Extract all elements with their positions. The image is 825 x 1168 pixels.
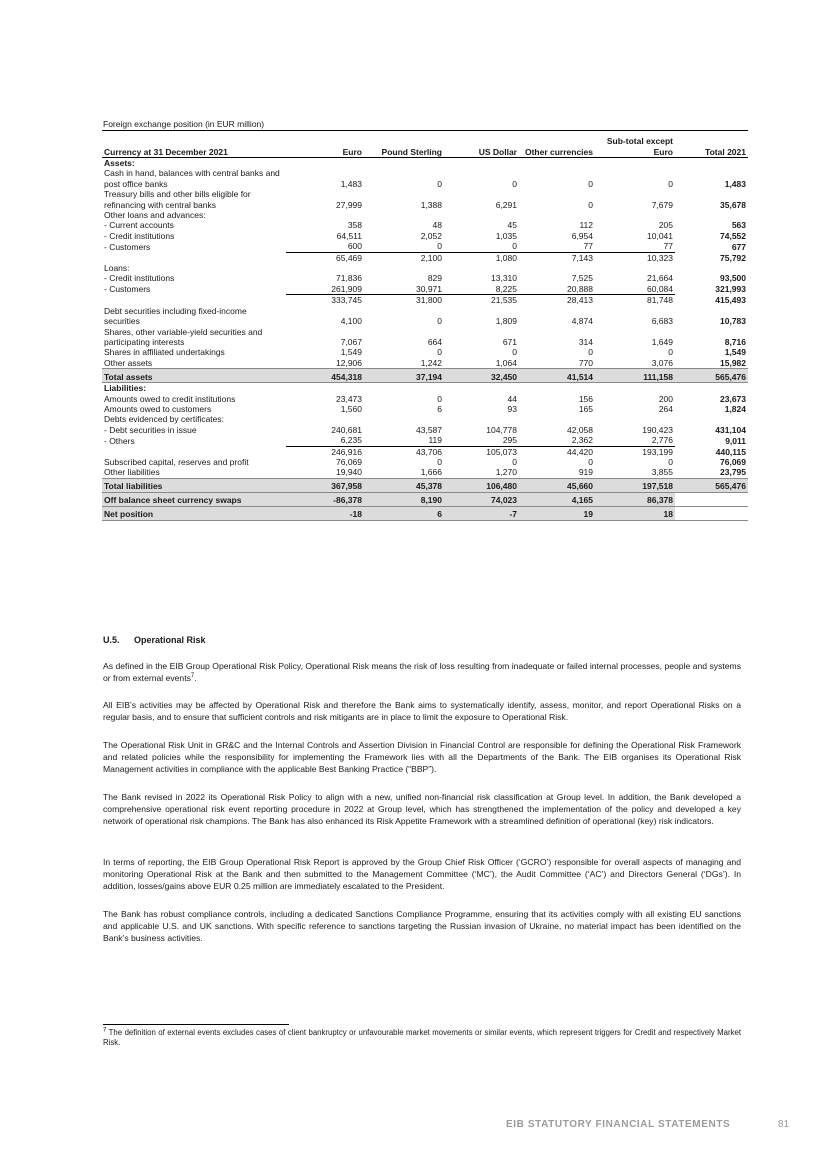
cell-value: 23,795 bbox=[720, 467, 746, 478]
cell-value: 1,388 bbox=[420, 199, 442, 210]
cell-value: 1,549 bbox=[340, 347, 362, 358]
cell-value bbox=[675, 506, 748, 520]
table-total-row bbox=[102, 478, 748, 492]
cell-value: 76,069 bbox=[336, 456, 362, 467]
cell-value: 0 bbox=[668, 347, 673, 358]
cell-value: 112 bbox=[579, 220, 593, 231]
cell-value: 431,104 bbox=[715, 424, 746, 435]
cell-value: 6,235 bbox=[286, 435, 364, 446]
cell-value: 81,748 bbox=[647, 295, 673, 306]
table-section-row bbox=[102, 383, 748, 394]
paragraph: The Bank has robust compliance controls, including a dedicated Sanctions Compliance Programme, ensuring that its activities comply with all existing EU sanctions and applicable U.S. and UK sanctions. With specific reference to sanctions targeting the Russian invasion of Ukraine, no material impact has been identified on the Bank’s business activities. bbox=[103, 909, 741, 944]
cell-value: 71,836 bbox=[336, 273, 362, 284]
row-label: Cash in hand, balances with central banks and post office banks bbox=[104, 168, 280, 189]
cell-value: 23,673 bbox=[720, 393, 746, 404]
cell-value: 563 bbox=[731, 220, 746, 231]
table-total-row bbox=[102, 506, 748, 520]
cell-value: 0 bbox=[668, 456, 673, 467]
row-label: Assets: bbox=[104, 158, 135, 168]
footnote-divider bbox=[103, 1024, 289, 1025]
table-row bbox=[102, 404, 748, 414]
cell-value: 677 bbox=[731, 241, 746, 252]
table-row bbox=[102, 425, 748, 435]
cell-value: 2,776 bbox=[595, 435, 675, 446]
cell-value: 1,483 bbox=[340, 178, 362, 189]
row-label: Off balance sheet currency swaps bbox=[102, 492, 286, 506]
row-label: Debt securities including fixed-income securities bbox=[104, 305, 247, 327]
column-header: Sub-total except Euro bbox=[595, 131, 675, 158]
cell-value: 35,678 bbox=[720, 199, 746, 210]
cell-value: 12,906 bbox=[336, 357, 362, 368]
cell-value bbox=[444, 414, 519, 424]
cell-value: 48 bbox=[432, 220, 442, 231]
row-label: Other assets bbox=[104, 357, 153, 368]
row-label: - Debt securities in issue bbox=[104, 424, 197, 435]
row-label bbox=[102, 252, 286, 263]
section-title: Operational Risk bbox=[134, 635, 206, 645]
table-body bbox=[102, 158, 748, 521]
table-section-row bbox=[102, 158, 748, 169]
cell-value: 4,165 bbox=[519, 492, 595, 506]
cell-value: 333,745 bbox=[331, 295, 362, 306]
cell-value: 104,778 bbox=[486, 424, 517, 435]
row-label: Shares in affiliated undertakings bbox=[104, 347, 225, 358]
table-row bbox=[102, 414, 748, 424]
table-row bbox=[102, 220, 748, 230]
table-row bbox=[102, 306, 748, 327]
cell-value: 205 bbox=[658, 220, 673, 231]
row-label: Other loans and advances: bbox=[104, 210, 206, 221]
cell-value: 8,225 bbox=[444, 284, 519, 295]
cell-value: 0 bbox=[588, 199, 593, 210]
cell-value: 32,450 bbox=[444, 369, 519, 383]
cell-value: 0 bbox=[437, 456, 442, 467]
paragraph-tail: . bbox=[194, 673, 197, 684]
cell-value: 45,660 bbox=[519, 478, 595, 492]
cell-value bbox=[595, 263, 675, 273]
cell-value: 190,423 bbox=[642, 424, 673, 435]
row-label: - Others bbox=[104, 435, 135, 446]
cell-value: 197,518 bbox=[595, 478, 675, 492]
cell-value: 65,469 bbox=[336, 252, 362, 263]
cell-value: 20,888 bbox=[519, 284, 595, 295]
cell-value: 41,514 bbox=[519, 369, 595, 383]
cell-value bbox=[286, 263, 364, 273]
table-row bbox=[102, 231, 748, 241]
cell-value: 1,809 bbox=[495, 316, 517, 327]
paragraph: The Operational Risk Unit in GR&C and the Internal Controls and Assertion Division in Financial Control are responsible for defining the Operational Risk Framework and related policies while the responsibility for implementing the Framework lies with all the Departments of the Bank. The EIB organises its Operational Risk Management activities in compliance with the applicable Best Banking Practice (“BBP”). bbox=[103, 740, 741, 775]
cell-value: 21,535 bbox=[491, 295, 517, 306]
cell-value: 454,318 bbox=[286, 369, 364, 383]
cell-value: 13,310 bbox=[491, 273, 517, 284]
cell-value: 0 bbox=[588, 178, 593, 189]
cell-value: 19,940 bbox=[336, 467, 362, 478]
page-number: 81 bbox=[778, 1119, 790, 1130]
cell-value: 0 bbox=[588, 347, 593, 358]
cell-value: 156 bbox=[578, 393, 593, 404]
cell-value: 37,194 bbox=[364, 369, 444, 383]
cell-value: 321,993 bbox=[715, 284, 746, 295]
cell-value: 18 bbox=[595, 506, 675, 520]
table-row bbox=[102, 394, 748, 404]
cell-value bbox=[444, 383, 519, 394]
cell-value bbox=[286, 158, 364, 169]
cell-value bbox=[286, 210, 364, 220]
cell-value: 0 bbox=[512, 456, 517, 467]
cell-value bbox=[364, 383, 444, 394]
table-row bbox=[102, 263, 748, 273]
cell-value: 106,480 bbox=[444, 478, 519, 492]
table-row bbox=[102, 210, 748, 220]
cell-value: 75,792 bbox=[720, 252, 746, 263]
cell-value: 1,080 bbox=[495, 252, 517, 263]
footnote bbox=[103, 1028, 741, 1048]
cell-value: 77 bbox=[519, 241, 595, 252]
cell-value: -86,378 bbox=[286, 492, 364, 506]
cell-value: 45,378 bbox=[364, 478, 444, 492]
cell-value: 565,476 bbox=[675, 478, 748, 492]
column-header: Euro bbox=[286, 131, 364, 158]
cell-value: 7,525 bbox=[571, 273, 593, 284]
table-caption: Foreign exchange position (in EUR million) bbox=[103, 119, 289, 131]
cell-value: 64,511 bbox=[336, 230, 362, 241]
cell-value: 1,824 bbox=[724, 403, 746, 414]
cell-value: 0 bbox=[437, 178, 442, 189]
cell-value: 9,011 bbox=[725, 435, 746, 446]
row-label: Total liabilities bbox=[102, 478, 286, 492]
row-label bbox=[102, 446, 286, 457]
cell-value: 2,100 bbox=[420, 252, 442, 263]
cell-value: 600 bbox=[286, 241, 364, 252]
table-row bbox=[102, 168, 748, 189]
cell-value bbox=[444, 158, 519, 169]
cell-value: 0 bbox=[364, 241, 444, 252]
cell-value: 30,971 bbox=[364, 284, 444, 295]
cell-value: 19 bbox=[519, 506, 595, 520]
cell-value: 74,552 bbox=[720, 230, 746, 241]
cell-value: 3,076 bbox=[651, 357, 673, 368]
column-header: Currency at 31 December 2021 bbox=[102, 131, 286, 158]
cell-value: 119 bbox=[364, 435, 444, 446]
footnote-ref: 7 bbox=[190, 673, 195, 680]
cell-value: 2,052 bbox=[420, 230, 442, 241]
table-row bbox=[102, 435, 748, 446]
section-number: U.5. bbox=[103, 635, 120, 645]
row-label: Net position bbox=[102, 506, 286, 520]
cell-value bbox=[519, 158, 595, 169]
cell-value: 770 bbox=[578, 357, 593, 368]
row-label: Subscribed capital, reserves and profit bbox=[104, 456, 249, 467]
row-label: - Credit institutions bbox=[104, 230, 175, 241]
cell-value: 0 bbox=[437, 316, 442, 327]
paragraph: The Bank revised in 2022 its Operational Risk Policy to align with a new, unified non-financial risk classification at Group level. In addition, the Bank developed a comprehensive operational risk event reporting procedure in 2022 at Group level, which has strengthened the implementation of the policy and developed a key network of operational risk champions. The Bank has also enhanced its Risk Appetite Framework with a streamlined definition of operational (key) risk indicators. bbox=[103, 792, 741, 827]
column-header: US Dollar bbox=[444, 131, 519, 158]
cell-value: 43,706 bbox=[416, 446, 442, 457]
table-row bbox=[102, 241, 748, 252]
cell-value bbox=[444, 210, 519, 220]
cell-value bbox=[595, 414, 675, 424]
cell-value: 21,664 bbox=[647, 273, 673, 284]
cell-value bbox=[675, 492, 748, 506]
cell-value: 1,649 bbox=[651, 336, 673, 347]
cell-value: 4,100 bbox=[340, 316, 362, 327]
table-row bbox=[102, 358, 748, 369]
cell-value: 10,783 bbox=[720, 316, 746, 327]
cell-value: 193,199 bbox=[642, 446, 673, 457]
cell-value: 664 bbox=[427, 336, 442, 347]
cell-value: 1,549 bbox=[724, 347, 746, 358]
row-label: - Credit institutions bbox=[104, 273, 175, 284]
cell-value bbox=[286, 414, 364, 424]
paragraph bbox=[103, 660, 741, 684]
cell-value: 44,420 bbox=[567, 446, 593, 457]
cell-value bbox=[286, 383, 364, 394]
row-label: Loans: bbox=[104, 263, 130, 274]
cell-value: 1,035 bbox=[495, 230, 517, 241]
cell-value: 7,679 bbox=[651, 199, 673, 210]
cell-value bbox=[675, 383, 748, 394]
row-label: Treasury bills and other bills eligible for refinancing with central banks bbox=[104, 189, 251, 210]
cell-value bbox=[444, 263, 519, 273]
section-heading bbox=[103, 635, 206, 645]
cell-value: 0 bbox=[668, 178, 673, 189]
row-label: - Customers bbox=[104, 284, 151, 295]
table-row bbox=[102, 327, 748, 348]
cell-value: 10,323 bbox=[647, 252, 673, 263]
cell-value: 60,084 bbox=[595, 284, 675, 295]
cell-value: 76,069 bbox=[720, 456, 746, 467]
cell-value: 45 bbox=[507, 220, 517, 231]
cell-value: 3,855 bbox=[651, 467, 673, 478]
cell-value: 829 bbox=[427, 273, 442, 284]
cell-value: 31,800 bbox=[416, 295, 442, 306]
cell-value: 10,041 bbox=[647, 230, 673, 241]
row-label: Other liabilities bbox=[104, 467, 160, 478]
cell-value: 415,493 bbox=[715, 295, 746, 306]
cell-value: -7 bbox=[444, 506, 519, 520]
cell-value bbox=[364, 263, 444, 273]
table-total-row bbox=[102, 492, 748, 506]
row-label: Shares, other variable-yield securities and participating interests bbox=[104, 326, 263, 347]
row-label: Debts evidenced by certificates: bbox=[104, 414, 225, 425]
cell-value bbox=[595, 158, 675, 169]
table-row bbox=[102, 467, 748, 478]
cell-value: 565,476 bbox=[675, 369, 748, 383]
cell-value: 42,058 bbox=[567, 424, 593, 435]
cell-value: 0 bbox=[588, 456, 593, 467]
cell-value: 8,716 bbox=[724, 336, 746, 347]
cell-value: 15,982 bbox=[720, 357, 746, 368]
cell-value bbox=[364, 414, 444, 424]
cell-value: 240,681 bbox=[331, 424, 362, 435]
cell-value bbox=[675, 158, 748, 169]
cell-value: 0 bbox=[512, 178, 517, 189]
cell-value: 919 bbox=[578, 467, 593, 478]
cell-value bbox=[519, 383, 595, 394]
cell-value: 28,413 bbox=[567, 295, 593, 306]
column-header: Other currencies bbox=[519, 131, 595, 158]
paragraph: All EIB’s activities may be affected by Operational Risk and therefore the Bank aims to systematically identify, assess, monitor, and report Operational Risks on a regular basis, and to ensure that sufficient controls and risk mitigants are in place to limit the exposure to Operational Risk. bbox=[103, 700, 741, 723]
cell-value: 6,954 bbox=[571, 230, 593, 241]
cell-value: 440,115 bbox=[715, 446, 746, 457]
cell-value: 671 bbox=[502, 336, 517, 347]
table-row bbox=[102, 446, 748, 457]
cell-value: 111,158 bbox=[595, 369, 675, 383]
table-row bbox=[102, 347, 748, 357]
row-label: - Customers bbox=[104, 241, 151, 252]
cell-value: 0 bbox=[437, 347, 442, 358]
cell-value bbox=[675, 210, 748, 220]
cell-value: 74,023 bbox=[444, 492, 519, 506]
column-header: Total 2021 bbox=[675, 131, 748, 158]
cell-value: 44 bbox=[507, 393, 517, 404]
cell-value bbox=[519, 414, 595, 424]
paragraph-text: As defined in the EIB Group Operational Risk Policy, Operational Risk means the risk of loss resulting from inadequate or failed internal processes, people and systems or from external events bbox=[103, 661, 741, 684]
cell-value bbox=[675, 414, 748, 424]
cell-value: 295 bbox=[444, 435, 519, 446]
cell-value: 1,242 bbox=[420, 357, 442, 368]
cell-value: 367,958 bbox=[286, 478, 364, 492]
cell-value: 6,683 bbox=[651, 316, 673, 327]
column-header: Pound Sterling bbox=[364, 131, 444, 158]
table-row bbox=[102, 457, 748, 467]
cell-value: 1,483 bbox=[724, 178, 746, 189]
cell-value: 246,916 bbox=[331, 446, 362, 457]
table-row bbox=[102, 252, 748, 263]
cell-value: -18 bbox=[286, 506, 364, 520]
cell-value bbox=[364, 210, 444, 220]
cell-value: 77 bbox=[595, 241, 675, 252]
cell-value: 8,190 bbox=[364, 492, 444, 506]
cell-value: 1,560 bbox=[340, 403, 362, 414]
cell-value: 6 bbox=[437, 403, 442, 414]
cell-value: 2,362 bbox=[519, 435, 595, 446]
cell-value: 93 bbox=[507, 403, 517, 414]
footer-title: EIB STATUTORY FINANCIAL STATEMENTS bbox=[506, 1119, 731, 1130]
cell-value: 200 bbox=[658, 393, 673, 404]
table-total-row bbox=[102, 369, 748, 383]
cell-value: 105,073 bbox=[486, 446, 517, 457]
cell-value: 358 bbox=[347, 220, 362, 231]
row-label: Liabilities: bbox=[104, 383, 147, 394]
fx-position-table bbox=[102, 130, 748, 521]
cell-value: 1,666 bbox=[420, 467, 442, 478]
cell-value: 1,270 bbox=[495, 467, 517, 478]
cell-value: 4,874 bbox=[571, 316, 593, 327]
row-label bbox=[102, 295, 286, 306]
cell-value: 86,378 bbox=[595, 492, 675, 506]
cell-value: 93,500 bbox=[720, 273, 746, 284]
table-row bbox=[102, 273, 748, 283]
row-label: Total assets bbox=[102, 369, 286, 383]
cell-value: 43,587 bbox=[416, 424, 442, 435]
cell-value bbox=[595, 383, 675, 394]
cell-value: 27,999 bbox=[336, 199, 362, 210]
cell-value: 6 bbox=[364, 506, 444, 520]
table-row bbox=[102, 284, 748, 295]
table-row bbox=[102, 189, 748, 210]
table-header-row bbox=[102, 131, 748, 158]
footnote-text: The definition of external events excludes cases of client bankruptcy or unfavourable market movements or similar events, which represent triggers for Credit and respectively Market Risk. bbox=[103, 1028, 742, 1047]
row-label: Amounts owed to customers bbox=[104, 403, 212, 414]
paragraph: In terms of reporting, the EIB Group Operational Risk Report is approved by the Group Chief Risk Officer (‘GCRO’) responsible for overall aspects of managing and monitoring Operational Risk at the Bank and then submitted to the Management Committee (‘MC’), the Audit Committee (‘AC’) and Directors General (‘DGs’). In addition, losses/gains above EUR 0.25 million are immediately escalated to the President. bbox=[103, 857, 741, 892]
cell-value bbox=[519, 210, 595, 220]
cell-value: 0 bbox=[437, 393, 442, 404]
row-label: - Current accounts bbox=[104, 220, 174, 231]
cell-value: 165 bbox=[578, 403, 593, 414]
cell-value: 314 bbox=[578, 336, 593, 347]
cell-value: 264 bbox=[658, 403, 673, 414]
row-label: Amounts owed to credit institutions bbox=[104, 393, 236, 404]
cell-value: 261,909 bbox=[286, 284, 364, 295]
cell-value bbox=[675, 263, 748, 273]
table-row bbox=[102, 295, 748, 306]
cell-value: 7,067 bbox=[340, 336, 362, 347]
cell-value: 1,064 bbox=[495, 357, 517, 368]
footnote-mark: 7 bbox=[103, 1027, 107, 1034]
cell-value: 0 bbox=[444, 241, 519, 252]
cell-value: 0 bbox=[512, 347, 517, 358]
cell-value: 6,291 bbox=[495, 199, 517, 210]
cell-value bbox=[595, 210, 675, 220]
cell-value: 7,143 bbox=[571, 252, 593, 263]
cell-value bbox=[364, 158, 444, 169]
cell-value: 23,473 bbox=[336, 393, 362, 404]
cell-value bbox=[519, 263, 595, 273]
